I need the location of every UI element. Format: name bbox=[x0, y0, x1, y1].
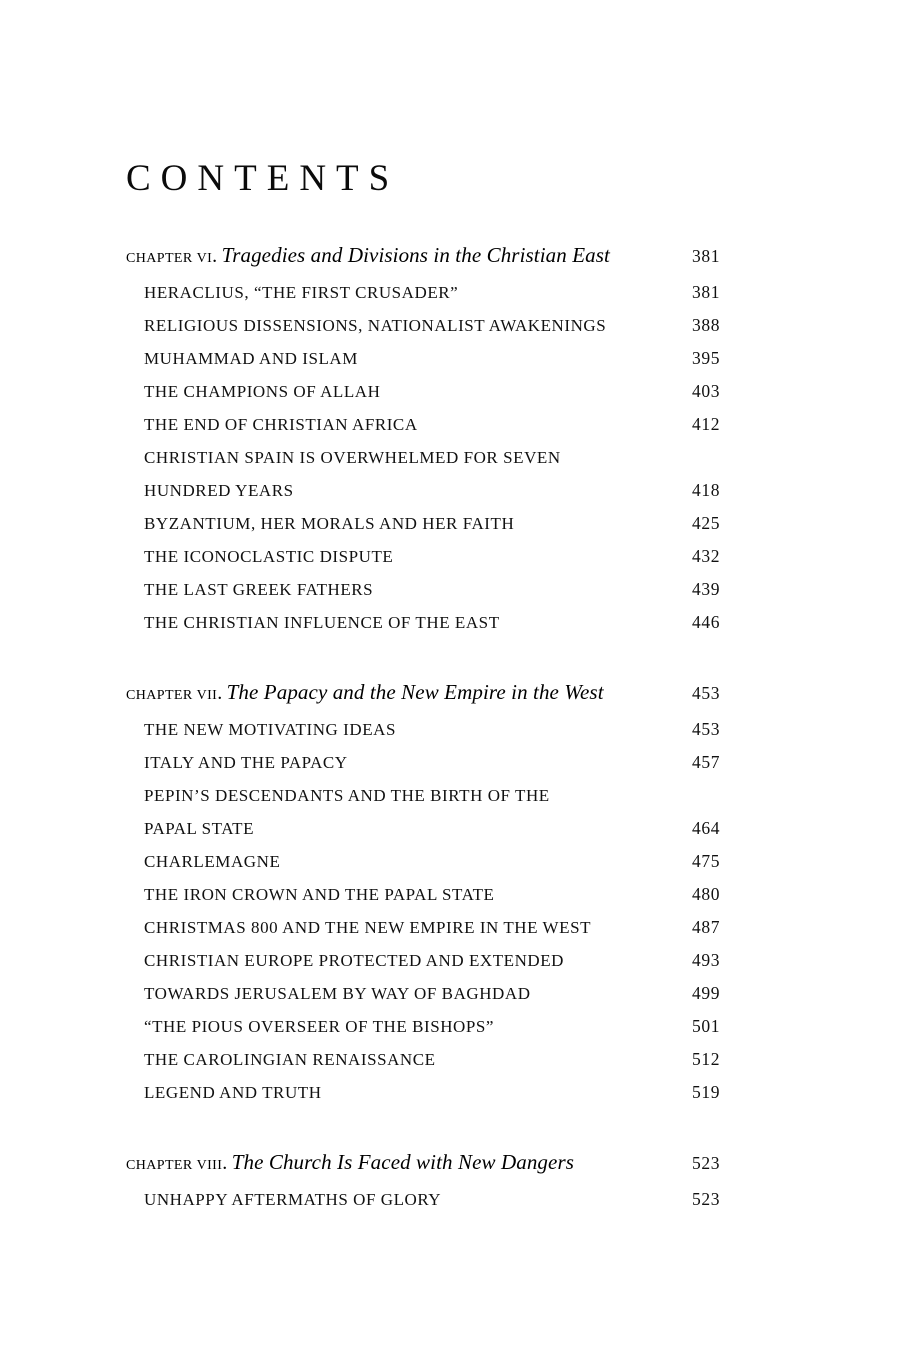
toc-entry[interactable] bbox=[144, 713, 774, 746]
toc-entry-page-number: 418 bbox=[692, 480, 721, 500]
toc-entry-label: MUHAMMAD AND ISLAM bbox=[144, 349, 358, 368]
toc-entry[interactable] bbox=[144, 276, 774, 309]
toc-entry-label: THE NEW MOTIVATING IDEAS bbox=[144, 720, 396, 739]
toc-entry[interactable] bbox=[144, 845, 774, 878]
toc-entry-label-continued: HUNDRED YEARS bbox=[144, 481, 294, 500]
toc-entry-page-number: 519 bbox=[692, 1082, 721, 1102]
toc-entry-label: THE CHAMPIONS OF ALLAH bbox=[144, 382, 381, 401]
chapter-numeral: vi. bbox=[196, 245, 218, 267]
toc-entry-label: HERACLIUS, “THE FIRST CRUSADER” bbox=[144, 283, 459, 302]
toc-entry-page-number: 464 bbox=[692, 818, 721, 838]
toc-entry-page-number: 480 bbox=[692, 884, 721, 904]
toc-entry-page-number: 439 bbox=[692, 579, 721, 599]
toc-entry[interactable] bbox=[144, 878, 774, 911]
page-title: CONTENTS bbox=[126, 158, 400, 199]
toc-entry[interactable] bbox=[144, 540, 774, 573]
toc-entry[interactable] bbox=[144, 606, 774, 639]
chapter-label: chapter bbox=[126, 1152, 193, 1174]
toc-entry-label: LEGEND AND TRUTH bbox=[144, 1083, 322, 1102]
toc-entry-page-number: 493 bbox=[692, 950, 721, 970]
toc-entry-page-number: 388 bbox=[692, 315, 721, 335]
chapter-title: Tragedies and Divisions in the Christian East bbox=[221, 243, 610, 267]
toc-entry-label: ITALY AND THE PAPACY bbox=[144, 753, 348, 772]
chapter-label: chapter bbox=[126, 682, 193, 704]
chapter-page-number: 523 bbox=[692, 1153, 721, 1173]
toc-entry-page-number: 499 bbox=[692, 983, 721, 1003]
toc-entry-page-number: 381 bbox=[692, 282, 721, 302]
toc-entry-page-number: 475 bbox=[692, 851, 721, 871]
toc-entry[interactable] bbox=[144, 507, 774, 540]
toc-entry[interactable] bbox=[144, 573, 774, 606]
chapter-page-number: 381 bbox=[692, 246, 721, 266]
toc-entry[interactable] bbox=[144, 408, 774, 441]
toc-entry-page-number: 512 bbox=[692, 1049, 721, 1069]
toc-entry[interactable] bbox=[144, 342, 774, 375]
toc-entry[interactable] bbox=[144, 375, 774, 408]
toc-entry-label: THE ICONOCLASTIC DISPUTE bbox=[144, 547, 394, 566]
toc-entry[interactable] bbox=[144, 746, 774, 779]
toc-entry-label: TOWARDS JERUSALEM BY WAY OF BAGHDAD bbox=[144, 984, 531, 1003]
toc-entry-label: RELIGIOUS DISSENSIONS, NATIONALIST AWAKENINGS bbox=[144, 316, 607, 335]
toc-entry[interactable] bbox=[144, 779, 774, 845]
toc-entry-label: CHARLEMAGNE bbox=[144, 852, 281, 871]
toc-entry-page-number: 446 bbox=[692, 612, 721, 632]
chapter-group bbox=[126, 243, 774, 639]
toc-list bbox=[126, 243, 774, 1216]
toc-entry-page-number: 412 bbox=[692, 414, 721, 434]
toc-entry-label: CHRISTIAN EUROPE PROTECTED AND EXTENDED bbox=[144, 951, 564, 970]
toc-entry-label: THE END OF CHRISTIAN AFRICA bbox=[144, 415, 418, 434]
chapter-heading[interactable] bbox=[126, 1150, 774, 1183]
toc-entry-label: UNHAPPY AFTERMATHS OF GLORY bbox=[144, 1190, 442, 1209]
toc-entry-label: THE IRON CROWN AND THE PAPAL STATE bbox=[144, 885, 495, 904]
chapter-numeral: vii. bbox=[196, 682, 223, 704]
chapter-page-number: 453 bbox=[692, 683, 721, 703]
toc-entry[interactable] bbox=[144, 977, 774, 1010]
chapter-numeral: viii. bbox=[196, 1152, 228, 1174]
toc-entry-label: THE CAROLINGIAN RENAISSANCE bbox=[144, 1050, 436, 1069]
toc-entry-page-number: 501 bbox=[692, 1016, 721, 1036]
chapter-heading[interactable] bbox=[126, 680, 774, 713]
toc-entry-label: CHRISTIAN SPAIN IS OVERWHELMED FOR SEVEN bbox=[144, 448, 561, 467]
toc-entry[interactable] bbox=[144, 441, 774, 507]
toc-entry-page-number: 523 bbox=[692, 1189, 721, 1209]
chapter-group bbox=[126, 680, 774, 1109]
toc-entry-label: THE CHRISTIAN INFLUENCE OF THE EAST bbox=[144, 613, 500, 632]
toc-entry[interactable] bbox=[144, 1183, 774, 1216]
chapter-group bbox=[126, 1150, 774, 1216]
toc-entry-page-number: 403 bbox=[692, 381, 721, 401]
toc-entry-page-number: 425 bbox=[692, 513, 721, 533]
toc-entry-label: CHRISTMAS 800 AND THE NEW EMPIRE IN THE WEST bbox=[144, 918, 592, 937]
toc-entry-label: “THE PIOUS OVERSEER OF THE BISHOPS” bbox=[144, 1017, 494, 1036]
toc-entry-label: PEPIN’S DESCENDANTS AND THE BIRTH OF THE bbox=[144, 786, 550, 805]
chapter-heading[interactable] bbox=[126, 243, 774, 276]
chapter-label: chapter bbox=[126, 245, 193, 267]
toc-entry-page-number: 457 bbox=[692, 752, 721, 772]
toc-entry-page-number: 395 bbox=[692, 348, 721, 368]
chapter-title: The Papacy and the New Empire in the West bbox=[226, 680, 604, 704]
toc-entry-label-continued: PAPAL STATE bbox=[144, 819, 255, 838]
toc-entry[interactable] bbox=[144, 944, 774, 977]
toc-entry-label: BYZANTIUM, HER MORALS AND HER FAITH bbox=[144, 514, 515, 533]
toc-entry[interactable] bbox=[144, 1076, 774, 1109]
toc-entry[interactable] bbox=[144, 309, 774, 342]
toc-entry-page-number: 487 bbox=[692, 917, 721, 937]
toc-entry[interactable] bbox=[144, 1010, 774, 1043]
toc-entry-page-number: 432 bbox=[692, 546, 721, 566]
toc-entry[interactable] bbox=[144, 1043, 774, 1076]
chapter-title: The Church Is Faced with New Dangers bbox=[231, 1150, 574, 1174]
toc-entry-label: THE LAST GREEK FATHERS bbox=[144, 580, 374, 599]
toc-entry[interactable] bbox=[144, 911, 774, 944]
toc-entry-page-number: 453 bbox=[692, 719, 721, 739]
